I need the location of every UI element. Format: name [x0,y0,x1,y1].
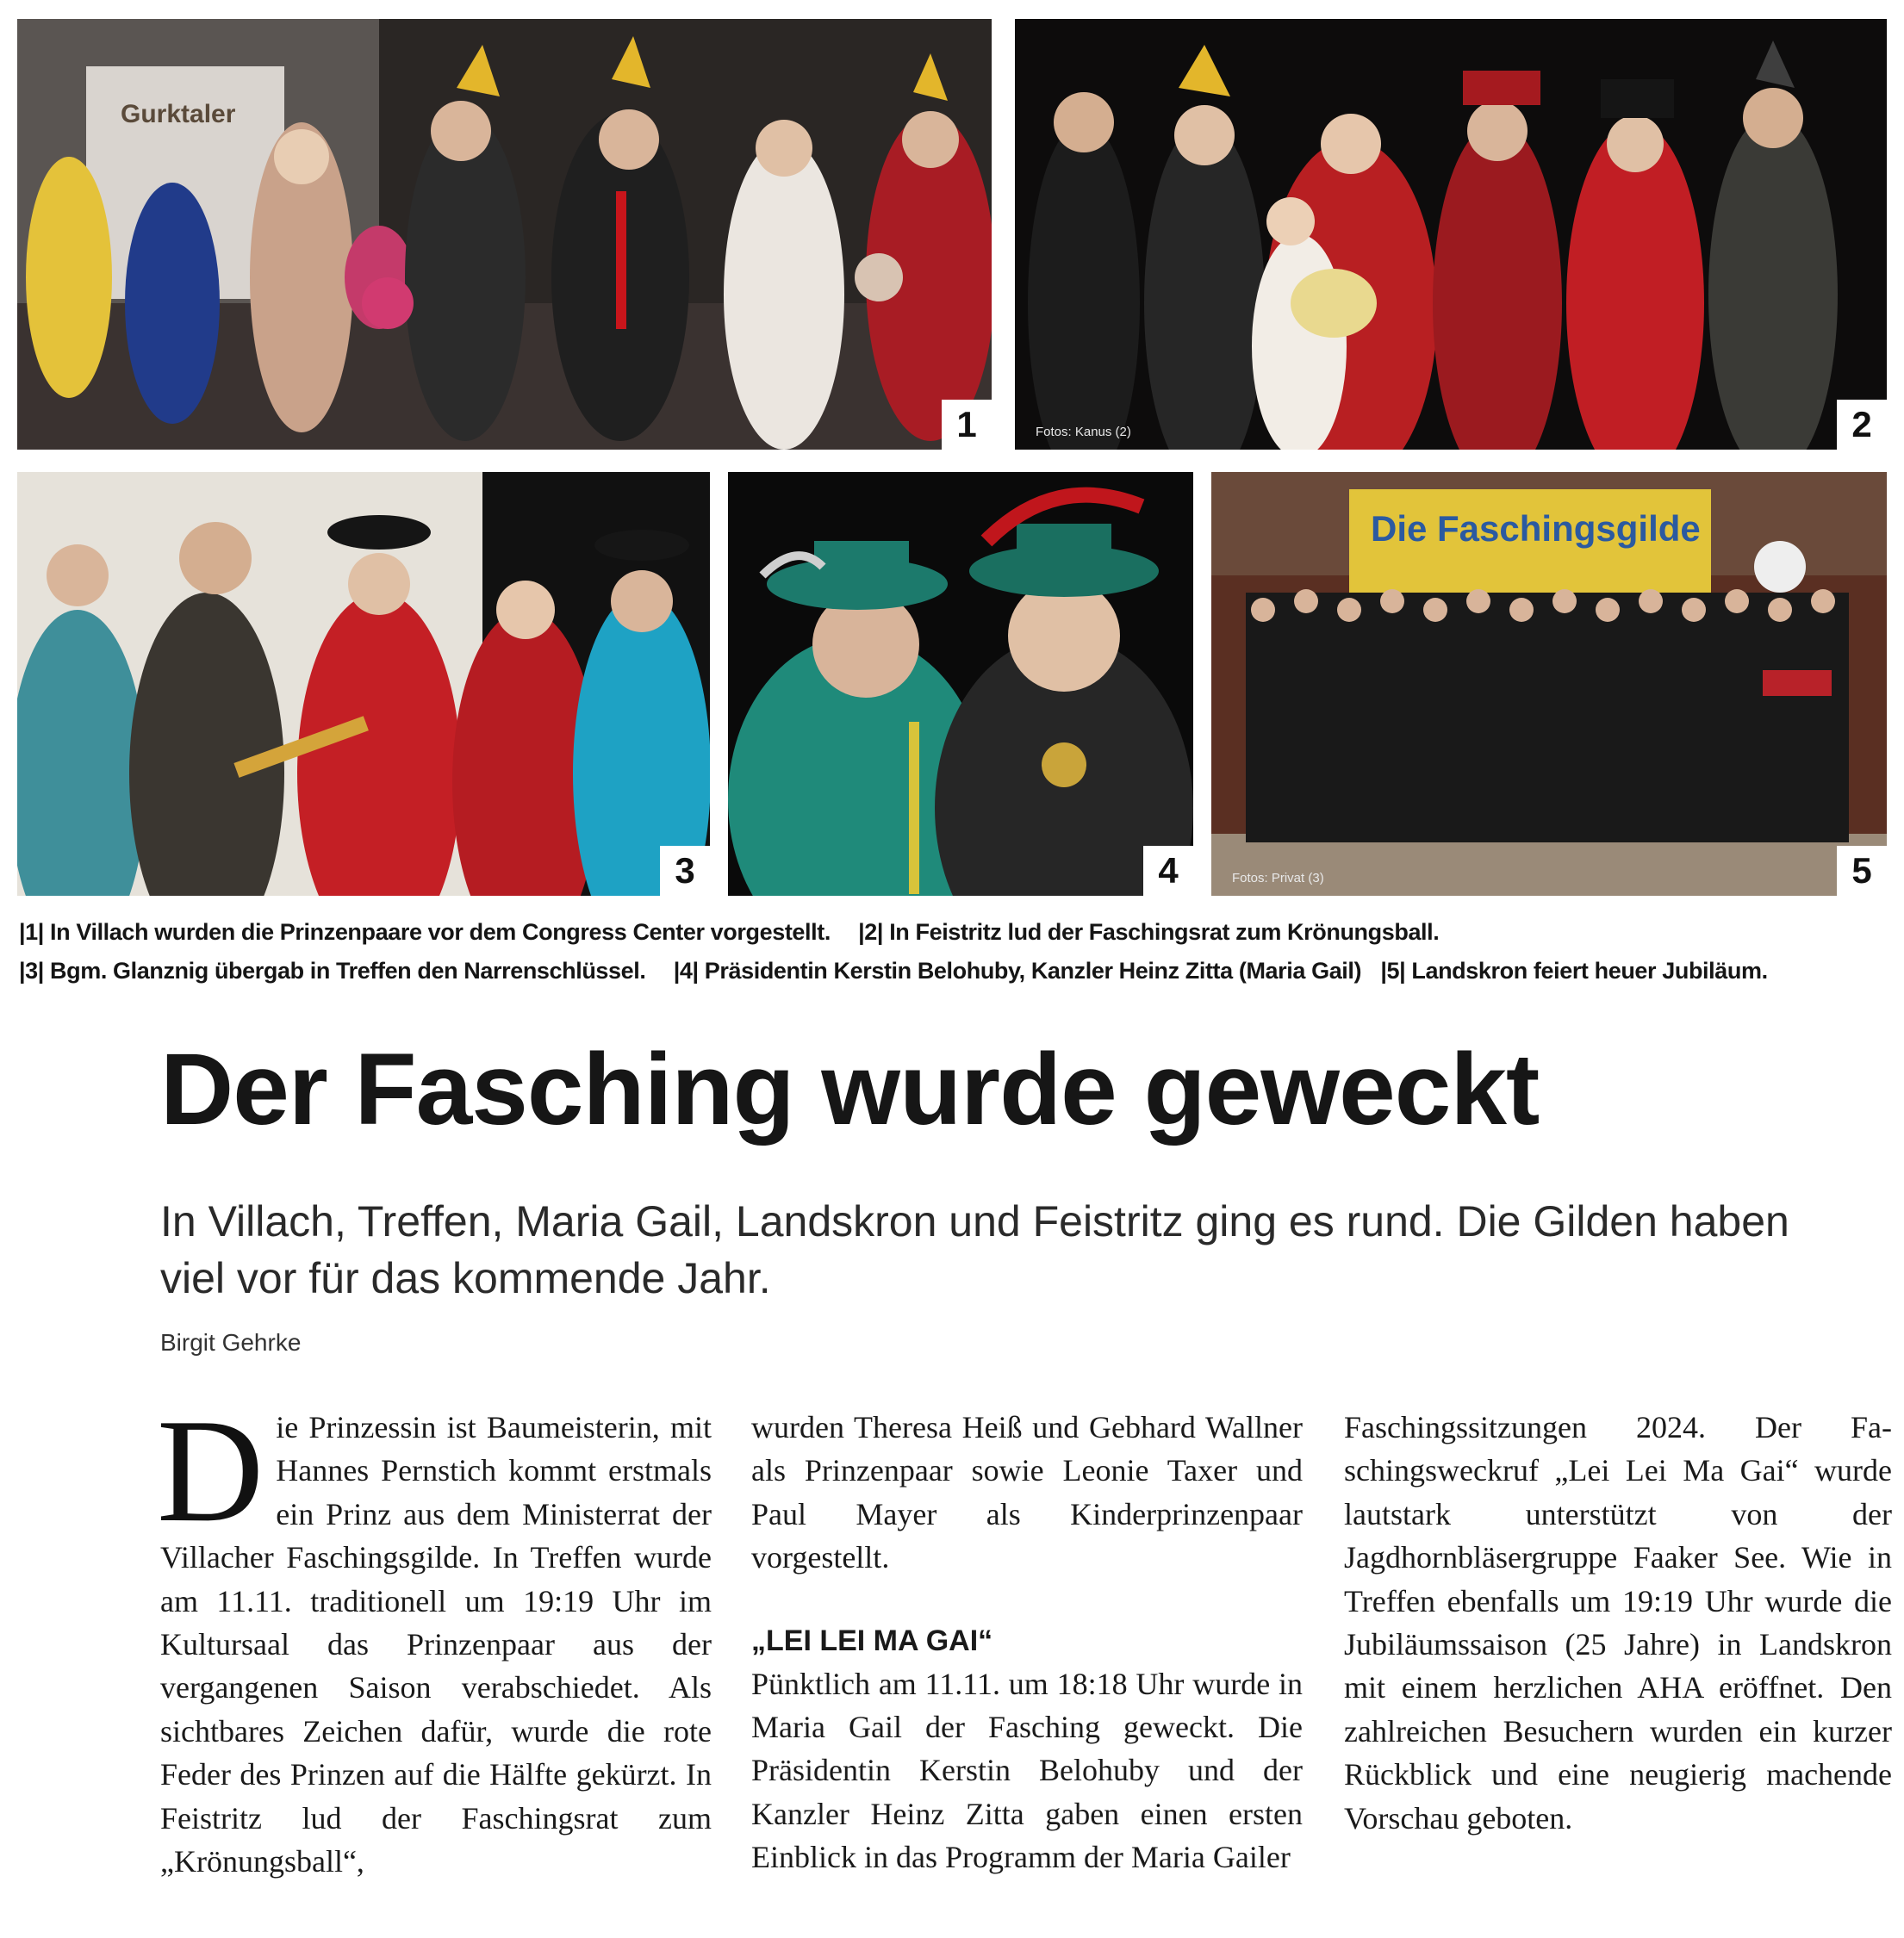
photo-2-scene [1015,19,1887,450]
photo-treffen-narrenschluessel [17,472,710,896]
photo-landskron-jubilaeum [1211,472,1887,896]
photo-maria-gail-praesidium [728,472,1193,896]
caption-text: In Feistritz lud der Faschingsrat zum Krönungsball. [889,919,1440,945]
photo-number: 4 [1143,846,1193,896]
article-headline: Der Fasching wurde geweckt [160,1033,1540,1146]
caption-text: Präsidentin Kerstin Belohuby, Kanzler Heinz Zitta (Maria Gail) [704,958,1362,984]
photo-4-scene [728,472,1193,896]
article-author: Birgit Gehrke [160,1329,302,1356]
caption-marker: |1| [19,919,44,945]
article-paragraph: Pünktlich am 11.11. um 18:18 Uhr wurde in Maria Gail der Fasching geweckt. Die Präsidentin Kerstin Belohuby und der Kanzler Heinz Zitta gaben einen ersten Einblick in das Programm der Maria Gailer [751,1666,1303,1875]
photo-credit: Fotos: Kanus (2) [1036,425,1131,439]
photo-5-scene [1211,472,1887,896]
article-paragraph: wurden Theresa Heiß und Gebhard Wallner als Prinzenpaar sowie Leonie Taxer und Paul Mayer als Kinderprinzenpaar vorgestellt. [751,1410,1303,1575]
caption-text: Landskron feiert heuer Jubiläum. [1411,958,1768,984]
caption-line-1 [19,913,1888,952]
drop-cap: D [157,1389,264,1553]
photo-1-banner: Gurktaler [121,100,236,128]
article-subheadline: In Villach, Treffen, Maria Gail, Landskron und Feistritz ging es rund. Die Gilden haben viel vor für das kommende Jahr. [160,1197,1789,1302]
article-paragraph: ie Prinzessin ist Baumeisterin, mit Hannes Pernstich kommt erstmals ein Prinz aus dem Ministerrat der Villacher Faschingsgilde. In Treffen wurde am 11.11. traditionell um 19:19 Uhr im Kultursaal das Prinzenpaar aus der vergangenen Saison verabschiedet. Als sichtbares Zeichen dafür, wurde die rote Feder des Prinzen auf die Hälfte gekürzt. In Feistritz lud der Faschingsrat zum „Krönungsball“, [160,1410,712,1879]
caption-text: In Villach wurden die Prinzenpaare vor dem Congress Center vorgestellt. [50,919,831,945]
photo-1-scene [17,19,992,450]
photo-number: 1 [942,400,992,450]
photo-3-scene [17,472,710,896]
article-column-1 [157,1389,712,1883]
article-column-3 [1344,1406,1892,1840]
photo-5-banner: Die Faschingsgilde [1371,508,1701,549]
caption-marker: |3| [19,958,44,984]
photo-villach-prinzenpaare [17,19,992,450]
photo-captions [19,913,1888,991]
photo-number: 3 [660,846,710,896]
article-subheading: „LEI LEI MA GAI“ [751,1624,993,1657]
photo-number: 5 [1837,846,1887,896]
article-column-2 [751,1406,1303,1879]
caption-line-2 [19,952,1888,991]
caption-marker: |2| [858,919,884,945]
caption-text: Bgm. Glanznig übergab in Treffen den Narrenschlüssel. [50,958,646,984]
caption-marker: |4| [673,958,699,984]
photo-number: 2 [1837,400,1887,450]
photo-credit: Fotos: Privat (3) [1232,871,1324,885]
article-paragraph: Faschingssitzungen 2024. Der Faschingsweckruf „Lei Lei Ma Gai“ wurde lautstark unterstützt von der Jagdhornbläsergruppe Faaker See. Wie in Treffen ebenfalls um 19:19 Uhr wurde die Jubiläumssaison (25 Jahre) in Landskron mit einem herzlichen AHA eröffnet. Den zahlreichen Besuchern wurden ein kurzer Rückblick und eine neugierig machende Vorschau geboten. [1344,1410,1892,1836]
photo-feistritz-kroenungsball [1015,19,1887,450]
caption-marker: |5| [1380,958,1406,984]
